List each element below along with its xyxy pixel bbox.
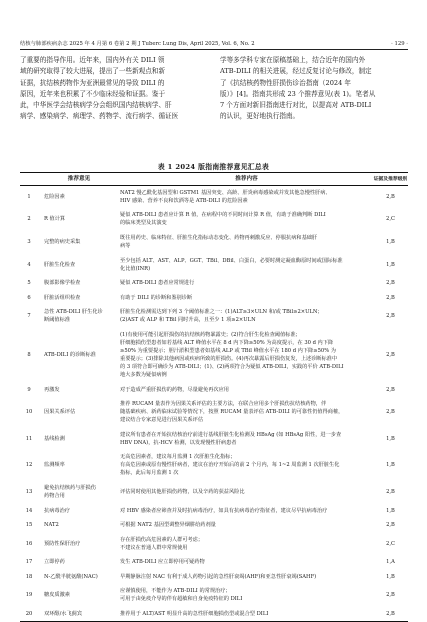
topic-line: 双环醇/水飞蓟宾 (44, 610, 83, 617)
row-grade: 1,B (386, 238, 395, 245)
topic-line: 急性 ATB-DILI 肝生化诊 (44, 309, 103, 316)
topic-line: 药物合用 (44, 492, 65, 499)
row-content (120, 208, 373, 231)
intro-left-line: 域的研究取得了较大进展，提出了一些新观点和新 (20, 67, 166, 76)
topic-line: 糖皮质激素 (44, 592, 70, 599)
row-content (120, 481, 373, 504)
content-line: 有高危因素或原有慢性肝病者，建议在治疗开始后的前 2 个月内，每 1~2 周监测 1 次肝脏生化 (120, 462, 340, 469)
topic-line: R 值计算 (44, 216, 66, 223)
row-number: 16 (25, 540, 33, 547)
running-header (20, 39, 408, 50)
row-grade: 2,B (386, 592, 395, 599)
header-topic: 推荐意见 (38, 173, 120, 186)
content-line: (1)有使用可能引起肝损伤的抗结核药物暴露史；(2)符合肝生化检查阈值标准； (120, 331, 301, 338)
row-content (120, 584, 373, 607)
intro-right-line: 7 个方面对新旧指南进行对比，以提高对 ATB-DILI (220, 101, 372, 110)
row-content (120, 290, 373, 305)
row-grade: 1,A (386, 559, 395, 566)
intro-text (20, 55, 408, 147)
table-row (20, 290, 408, 305)
row-content (120, 253, 373, 276)
row-grade: 1,B (386, 462, 395, 469)
content-line: 肝细胞损伤型患者如若基线 ALT 峰值水平在 8 d 内下降≥50% 为高度提示，在 30 d 内下降 (120, 339, 334, 346)
content-line: 有助于 DILI 的诊断和鉴别诊断 (120, 294, 193, 301)
row-grade: 2,B (386, 409, 395, 416)
table-row (20, 231, 408, 254)
row-grade: 2,B (386, 194, 395, 201)
intro-right-line: 的认识，更好地执行指南。 (220, 112, 300, 121)
row-content (120, 276, 373, 291)
row-topic (38, 328, 120, 383)
row-content (120, 503, 373, 518)
row-topic (38, 481, 120, 504)
row-topic (38, 555, 120, 570)
table-row (20, 607, 408, 622)
table-row (20, 570, 408, 585)
topic-line: 再激发 (44, 386, 60, 393)
content-line: 推荐用于 ALT/AST 明显升高的急性肝细胞损伤型或混合型 DILI (120, 610, 269, 617)
row-grade: 2,B (373, 607, 408, 622)
content-line: 存在肝损伤高危因素的人群可考虑； (120, 536, 204, 543)
row-grade: 2,B (386, 280, 395, 287)
table-row (20, 186, 408, 209)
row-topic (38, 450, 120, 481)
content-line: 化比值(INR) (120, 265, 151, 272)
intro-right-line: 版）》[4]。指南共形成 23 个推荐意见(表 1)。笔者从 (220, 89, 376, 98)
topic-line: 基线检测 (44, 435, 65, 442)
content-line: HIV 感染、营养不良和饮酒等是 ATB-DILI 的危险因素 (120, 198, 248, 205)
row-grade: 2,B (386, 351, 395, 358)
row-number: 20 (20, 607, 38, 622)
row-content (120, 328, 373, 383)
content-line: 至少包括 ALT、AST、ALP、GGT、TBil、DBil、白蛋白，必要时测定凝血酶原时间或国际标准 (120, 257, 343, 264)
content-line: 的 3 项符合即可确诊为 ATB-DILI；(1)、(2)两项符合为疑似 ATB-DILI，实践的平价 ATB-DILI (120, 363, 344, 370)
topic-line: 预防性保肝治疗 (44, 540, 81, 547)
content-line: 疑似 ATB-DILI 患者应计算 R 值，在病程中的不同时间计算 R 值，有助于准确判断 DILI (120, 212, 326, 219)
content-line: 指标，此后每月监测 1 次 (120, 470, 179, 477)
topic-line: 断阈值标准 (44, 317, 70, 324)
row-grade: 1,B (386, 573, 395, 580)
header-grade: 证据及推荐级别 (373, 173, 408, 186)
content-line: 可根据 NAT2 基因型调整异烟肼给药剂量 (120, 522, 216, 529)
table-row (20, 382, 408, 397)
content-line: 疑似 ATB-DILI 患者应常规进行 (120, 280, 195, 287)
row-content (120, 427, 373, 450)
row-number: 7 (27, 313, 31, 320)
table-row (20, 503, 408, 518)
intro-left-column (20, 55, 208, 123)
content-line: 评估同时使用其他肝损伤药物，以及辛药的获益风险比 (120, 488, 245, 495)
intro-right-line: 学等多学科专家在原稿基础上，结合近年的国内外 (220, 56, 366, 64)
content-line: 对 HBV 感染者应筛查并及时抗病毒治疗，如具有抗病毒治疗指征者，建议尽早抗病毒治疗 (120, 507, 328, 514)
row-topic (38, 607, 120, 622)
table-caption: 表 1 2024 版指南推荐意见汇总表 (157, 163, 270, 171)
row-number: 18 (25, 573, 33, 580)
row-topic (38, 397, 120, 428)
row-topic (38, 570, 120, 585)
intro-left-line: 了重要的指导作用。近年来，国内外有关 DILI 领 (20, 56, 165, 64)
table-row (20, 427, 408, 450)
content-line: 无高危因素者，建议每月监测 1 次肝脏生化指标； (120, 454, 236, 461)
content-line: NAT2 慢乙酰化基因型和 GSTM1 基因突变、高龄、肝炎病毒感染或并发其他急慢性肝病、 (120, 190, 331, 197)
content-line: (2)AST 或 ALP 和 TBil 同时升高，且至少 1 项≥2×ULN (120, 317, 256, 324)
content-line: 随基础疾病、新药临床试验等情况下，按照 RUCAM 量表评估 ATB-DILI 的可靠性仍值得商榷， (120, 409, 344, 416)
row-number: 8 (27, 351, 31, 358)
table-row (20, 328, 408, 383)
row-topic (38, 427, 120, 450)
topic-line: 危险因素 (44, 194, 65, 201)
content-line: 早期静脉注射 NAC 有利于成人药物引起的急性肝衰竭(AHF)和亚急性肝衰竭(SAHF) (120, 573, 317, 580)
content-line: 的临床类型及其演变 (120, 220, 167, 227)
table-row (20, 584, 408, 607)
row-number: 14 (25, 507, 33, 514)
topic-line: 腹部影像学检查 (44, 280, 81, 287)
content-line: 建议结合专家意见进行因果关系评估 (120, 417, 204, 424)
table-header-row (20, 173, 408, 186)
row-number: 15 (25, 522, 33, 529)
content-line: 推荐 RUCAM 量表作为因果关系评估的主要方法，在联合应用多个肝损伤抗结核药物，伴 (120, 401, 327, 408)
row-content (120, 532, 373, 555)
table-row (20, 555, 408, 570)
row-content (120, 555, 373, 570)
row-content (120, 305, 373, 328)
row-topic (38, 253, 120, 276)
row-grade: 2,C (386, 216, 395, 223)
row-topic (38, 208, 120, 231)
topic-line: 完整的病史采集 (44, 238, 81, 245)
table-body (20, 186, 408, 622)
table-row (20, 253, 408, 276)
row-topic (38, 231, 120, 254)
table-row (20, 276, 408, 291)
row-number: 12 (25, 462, 33, 469)
row-topic (38, 186, 120, 209)
content-line: 肝脏生化检测需达到下列 3 个阈值标准之一：(1)ALT≥3×ULN 和/或 TBil≥2×ULN； (120, 309, 323, 316)
row-topic (38, 503, 120, 518)
intro-left-line: 此，中华医学会结核病学分会组织国内结核病学、肝 (20, 101, 172, 110)
intro-right-line: 了《抗结核药物性肝损伤诊治指南（2024 年 (220, 78, 351, 87)
row-content (120, 397, 373, 428)
content-line: 病等 (120, 242, 131, 249)
table-row (20, 481, 408, 504)
row-number: 1 (27, 194, 31, 201)
content-line: 可用于由免疫介导的伴有超敏和自身免疫特征的 DILI (120, 596, 243, 603)
topic-line: 因果关系评估 (44, 409, 76, 416)
intro-right-line: ATB-DILI 的相关进展，经过反复讨论与修改，制定 (220, 67, 372, 76)
content-line: 不建议在普通人群中常规使用 (120, 544, 188, 551)
table-row (20, 532, 408, 555)
header-content: 推荐内容 (120, 173, 373, 186)
row-topic (38, 290, 120, 305)
row-number: 19 (25, 592, 33, 599)
row-number: 13 (25, 488, 33, 495)
row-content (120, 607, 373, 622)
topic-line: 立即停药 (44, 559, 65, 566)
topic-line: ATB-DILI 的诊断标准 (44, 351, 96, 358)
table-row (20, 518, 408, 533)
table-row (20, 397, 408, 428)
row-content (120, 518, 373, 533)
row-topic (38, 382, 120, 397)
table-row (20, 305, 408, 328)
row-grade: 2,B (386, 313, 395, 320)
row-grade: 2,B (386, 386, 395, 393)
row-grade: 2,B (386, 522, 395, 529)
intro-right-column (220, 55, 408, 123)
intro-left-line: 证据，抗结核药物作为亚洲最常见的导致 DILI 的 (20, 78, 165, 87)
row-grade: 1,B (386, 507, 395, 514)
intro-left-line: 原因，近年来也积累了不少临床经验和证据。鉴于 (20, 89, 166, 98)
topic-line: 肝脏生化检查 (44, 261, 76, 268)
content-line: 既往用药史、临床特征、肝脏生化指标动态变化、药物再刺激反应、停服抗病和基础肝 (120, 234, 318, 241)
row-grade: 2,B (386, 488, 395, 495)
topic-line: 避免抗结核药与肝损伤 (44, 484, 96, 491)
content-line: 应谨慎使用，不能作为 ATB-DILI 的常规治疗； (120, 588, 231, 595)
row-content (120, 382, 373, 397)
row-number: 5 (27, 280, 31, 287)
row-number: 2 (27, 216, 31, 223)
intro-left-line: 病学、感染病学、病理学、药物学、流行病学、循证医 (20, 112, 179, 121)
row-number: 10 (25, 409, 33, 416)
row-number: 6 (27, 294, 31, 301)
row-content (120, 450, 373, 481)
table-row (20, 208, 408, 231)
topic-line: NAT2 (44, 522, 59, 529)
row-grade: 2,C (386, 540, 395, 547)
row-topic (38, 518, 120, 533)
topic-line: 肝脏活组织检查 (44, 294, 81, 301)
row-number: 17 (25, 559, 33, 566)
row-topic (38, 276, 120, 291)
row-content (120, 231, 373, 254)
row-topic (38, 584, 120, 607)
row-number: 4 (27, 261, 31, 268)
row-grade: 1,B (386, 261, 395, 268)
row-grade: 1,B (386, 435, 395, 442)
row-number: 3 (27, 238, 31, 245)
topic-line: 抗病毒治疗 (44, 507, 70, 514)
topic-line: N-乙酰半胱氨酸(NAC) (44, 573, 98, 580)
content-line: 对于造成严重肝损伤的药物，尽量避免再次应用 (120, 386, 229, 393)
table-row (20, 450, 408, 481)
content-line: 建议所有患者在开始抗结核治疗前进行基线肝脏生化检测及 HBsAg (如 HBsAg 阳性，进一步查 (120, 431, 342, 438)
topic-line: 监测频率 (44, 462, 65, 469)
row-number: 11 (25, 435, 33, 442)
recommendation-table (20, 172, 408, 622)
content-line: ≥50% 为重要提示；胆汁淤积型患者如基线 ALP 或 TBil 峰值水平在 180 d 内下降≥50% 为 (120, 347, 336, 354)
row-topic (38, 532, 120, 555)
content-line: 重要提示；(3)排除其他病因或疾病所致的肝损伤。(4)再次暴露后肝损伤复发，上述诊断标准中 (120, 355, 338, 362)
row-content (120, 186, 373, 209)
header-index (20, 173, 38, 186)
content-line: HBV DNA)，抗-HCV 检测，以发现慢性肝病患者 (120, 439, 237, 446)
journal-citation: 结核与肺部疾病杂志 2025 年 4 月第 6 卷第 2 期 J Tuberc Lung Dis, April 2025, Vol. 6, No. 2 (20, 41, 255, 47)
row-content (120, 570, 373, 585)
row-grade: 2,B (386, 294, 395, 301)
row-topic (38, 305, 120, 328)
row-number: 9 (27, 386, 31, 393)
content-line: 发生 ATB-DILI 应立即停用可疑药物 (120, 559, 205, 566)
content-line: 地大多数为疑似病例 (120, 371, 167, 378)
page-number: · 129 · (391, 41, 408, 47)
